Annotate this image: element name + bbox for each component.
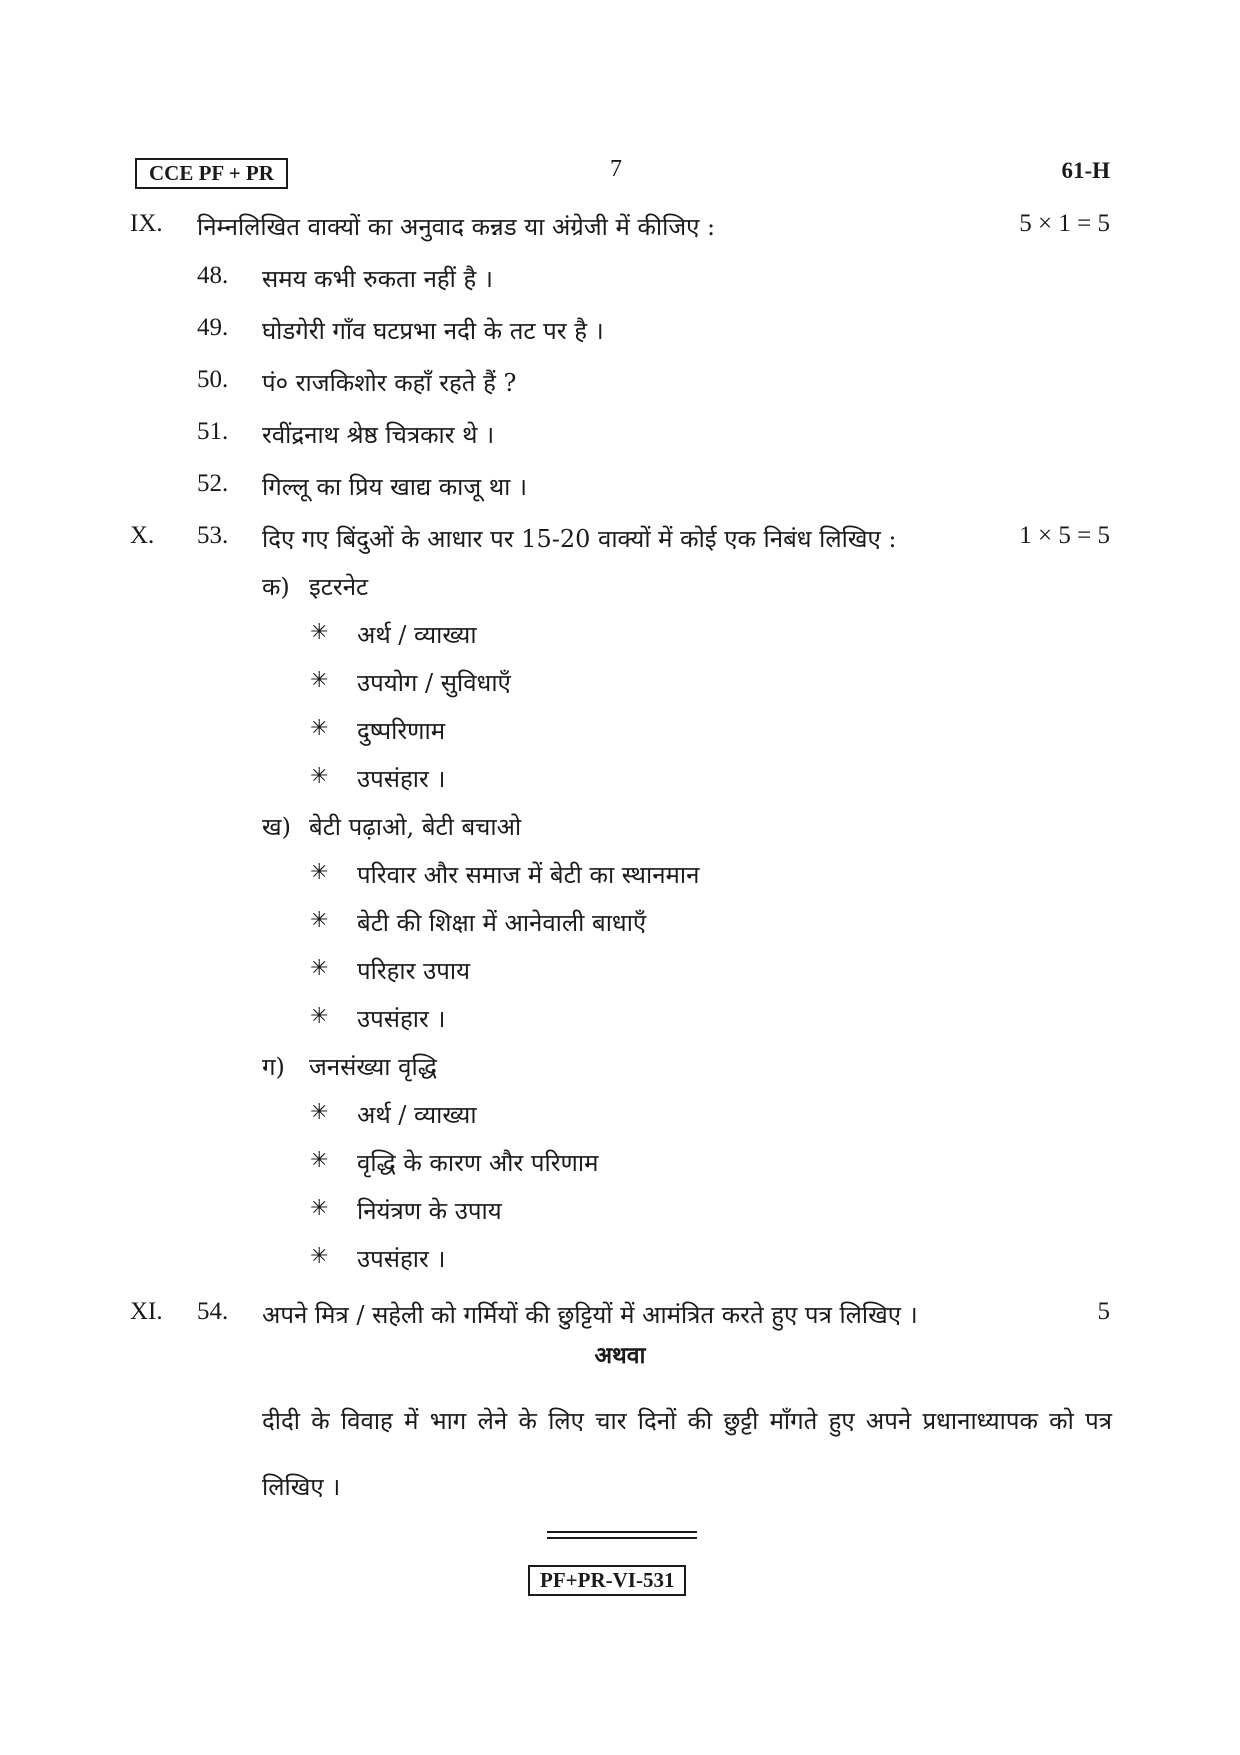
section-ix-instruction: निम्नलिखित वाक्यों का अनुवाद कन्नड या अंग्रेजी में कीजिए : (197, 213, 716, 241)
asterisk-bullet-icon: ✳ (310, 1244, 329, 1269)
section-xi-marks: 5 (1097, 1298, 1110, 1325)
footer-code-box: PF+PR-VI-531 (528, 1565, 686, 1596)
question-text: गिल्लू का प्रिय खाद्य काजू था । (262, 473, 528, 501)
question-number: 54. (197, 1298, 229, 1325)
essay-topic-title: जनसंख्या वृद्धि (309, 1053, 437, 1081)
section-xi-roman: XI. (130, 1298, 163, 1325)
essay-topic-title: इटरनेट (309, 573, 369, 601)
divider (547, 1531, 697, 1533)
section-ix-marks: 5 × 1 = 5 (1019, 210, 1110, 237)
divider (547, 1537, 697, 1539)
question-number: 49. (197, 314, 229, 341)
question-number: 50. (197, 366, 229, 393)
question-number: 53. (197, 522, 229, 549)
asterisk-bullet-icon: ✳ (310, 1196, 329, 1221)
essay-point: बेटी की शिक्षा में आनेवाली बाधाएँ (357, 909, 647, 937)
section-x-roman: X. (130, 522, 155, 549)
essay-topic-label: ग) (262, 1053, 285, 1081)
essay-point: उपसंहार । (357, 765, 446, 793)
section-x-marks: 1 × 5 = 5 (1019, 522, 1110, 549)
asterisk-bullet-icon: ✳ (310, 764, 329, 789)
question-text: समय कभी रुकता नहीं है । (262, 265, 493, 293)
question-text: घोडगेरी गाँव घटप्रभा नदी के तट पर है । (262, 317, 604, 345)
essay-point: दुष्परिणाम (357, 717, 446, 745)
question-text: पं० राजकिशोर कहाँ रहते हैं ? (262, 369, 517, 397)
question-number: 52. (197, 470, 229, 497)
essay-point: वृद्धि के कारण और परिणाम (357, 1149, 599, 1177)
section-xi-question: अपने मित्र / सहेली को गर्मियों की छुट्टियों में आमंत्रित करते हुए पत्र लिखिए । (262, 1301, 918, 1329)
essay-point: परिहार उपाय (357, 957, 470, 985)
asterisk-bullet-icon: ✳ (310, 620, 329, 645)
section-ix-roman: IX. (130, 210, 163, 237)
question-number: 48. (197, 262, 229, 289)
asterisk-bullet-icon: ✳ (310, 716, 329, 741)
subject-code: 61-H (1061, 158, 1110, 183)
essay-point: उपसंहार । (357, 1005, 446, 1033)
asterisk-bullet-icon: ✳ (310, 908, 329, 933)
question-text: रवींद्रनाथ श्रेष्ठ चित्रकार थे । (262, 421, 495, 449)
essay-point: नियंत्रण के उपाय (357, 1197, 502, 1225)
asterisk-bullet-icon: ✳ (310, 668, 329, 693)
essay-point: परिवार और समाज में बेटी का स्थानमान (357, 861, 700, 889)
or-label: अथवा (594, 1342, 646, 1369)
question-number: 51. (197, 418, 229, 445)
asterisk-bullet-icon: ✳ (310, 860, 329, 885)
essay-topic-label: ख) (262, 813, 291, 841)
essay-topic-title: बेटी पढ़ाओ, बेटी बचाओ (309, 813, 522, 841)
asterisk-bullet-icon: ✳ (310, 1004, 329, 1029)
page-number: 7 (610, 156, 622, 182)
asterisk-bullet-icon: ✳ (310, 956, 329, 981)
section-xi-alternative: दीदी के विवाह में भाग लेने के लिए चार दिनों की छुट्टी माँगते हुए अपने प्रधानाध्यापक को पत्र लिखिए । (262, 1407, 1112, 1501)
asterisk-bullet-icon: ✳ (310, 1100, 329, 1125)
essay-point: अर्थ / व्याख्या (357, 621, 477, 649)
essay-point: अर्थ / व्याख्या (357, 1101, 477, 1129)
essay-point: उपसंहार । (357, 1245, 446, 1273)
section-x-instruction: दिए गए बिंदुओं के आधार पर 15-20 वाक्यों में कोई एक निबंध लिखिए : (262, 525, 897, 553)
essay-point: उपयोग / सुविधाएँ (357, 669, 511, 697)
essay-topic-label: क) (262, 573, 290, 601)
paper-code-box: CCE PF + PR (135, 158, 288, 189)
asterisk-bullet-icon: ✳ (310, 1148, 329, 1173)
